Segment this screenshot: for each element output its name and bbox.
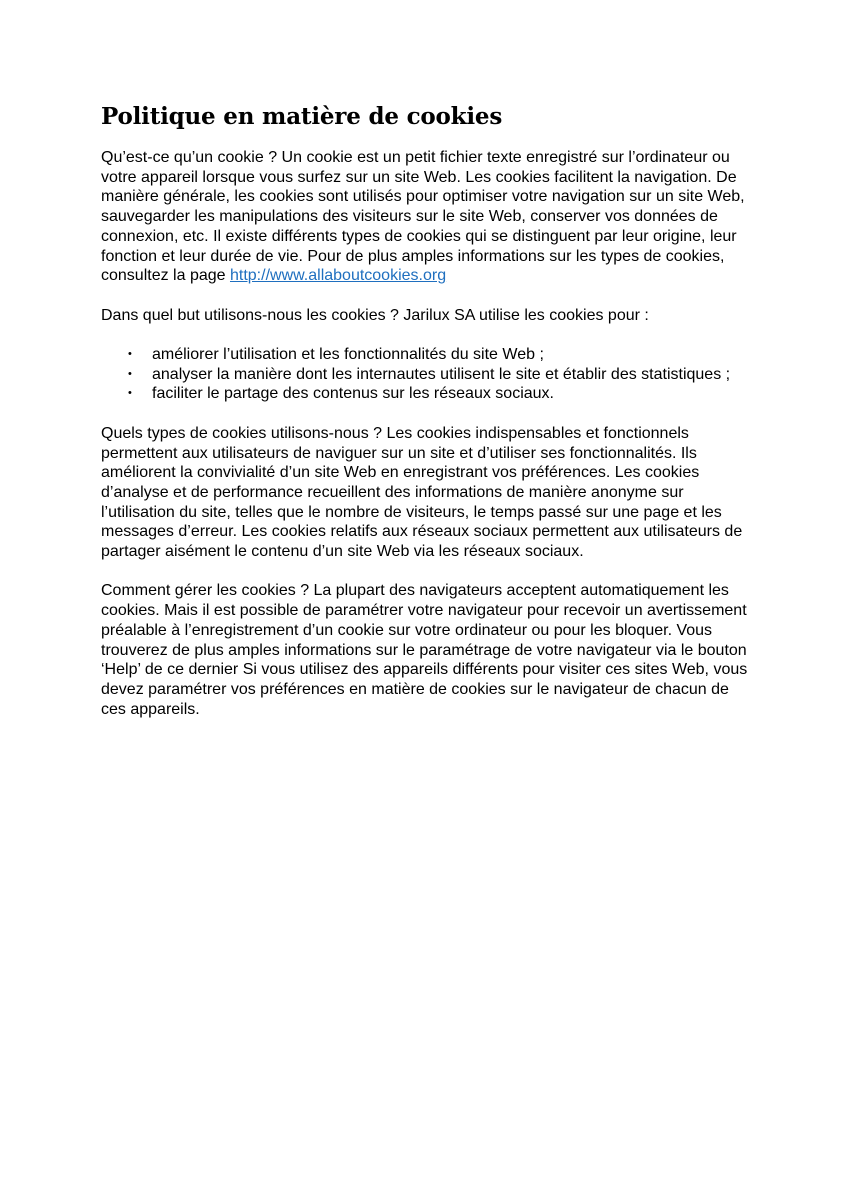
page-title: Politique en matière de cookies bbox=[101, 103, 503, 130]
list-item bbox=[101, 384, 751, 404]
paragraph-cookie-types: Quels types de cookies utilisons-nous ? Les cookies indispensables et fonctionnels permettent aux utilisateurs de naviguer sur un site et d’utiliser ses fonctionnalités. Ils améliorent la convivialité d’un site Web en enregistrant vos préférences. Les cookies d’analyse et de performance recueillent des informations de manière anonyme sur l’utilisation du site, telles que le nombre de visiteurs, le temps passé sur une page et les messages d’erreur. Les cookies relatifs aux réseaux sociaux permettent aux utilisateurs de partager aisément le contenu d’un site Web via les réseaux sociaux. bbox=[101, 424, 743, 561]
purpose-list bbox=[101, 345, 751, 404]
paragraph-purpose: Dans quel but utilisons-nous les cookies ? Jarilux SA utilise les cookies pour : bbox=[101, 306, 649, 324]
list-item bbox=[101, 345, 751, 365]
document-body bbox=[101, 100, 751, 719]
paragraph-spacer bbox=[101, 562, 751, 582]
allaboutcookies-link[interactable]: http://www.allaboutcookies.org bbox=[229, 267, 447, 285]
paragraph-spacer bbox=[101, 404, 751, 424]
list-item-text: faciliter le partage des contenus sur les réseaux sociaux. bbox=[152, 385, 554, 403]
paragraph-manage-cookies: Comment gérer les cookies ? La plupart des navigateurs acceptent automatiquement les cookies. Mais il est possible de paramétrer votre navigateur pour recevoir un avertissement préalable à l’enregistrement d’un cookie sur votre ordinateur ou pour les bloquer. Vous trouverez de plus amples informations sur le paramétrage de votre navigateur via le bouton ‘Help’ de ce dernier Si vous utilisez des appareils différents pour visiter ces sites Web, vous devez paramétrer vos préférences en matière de cookies sur le navigateur de chacun de ces appareils. bbox=[101, 582, 748, 718]
paragraph-text: Qu’est-ce qu’un cookie ? Un cookie est un petit fichier texte enregistré sur l’ordinateur ou votre appareil lorsque vous surfez sur un site Web. Les cookies facilitent la navigation. De manière générale, les cookies sont utilisés pour optimiser votre navigation sur un site Web, sauvegarder les manipulations des visiteurs sur le site Web, conserver vos données de connexion, etc. Il existe différents types de cookies qui se distinguent par leur origine, leur fonction et leur durée de vie. Pour de plus amples informations sur les types de cookies, consultez la page bbox=[101, 149, 745, 285]
list-item bbox=[101, 365, 751, 385]
paragraph-spacer bbox=[101, 325, 751, 345]
paragraph-what-is-cookie bbox=[101, 148, 751, 286]
paragraph-spacer bbox=[101, 286, 751, 306]
list-item-text: améliorer l’utilisation et les fonctionnalités du site Web ; bbox=[152, 346, 544, 363]
list-item-text: analyser la manière dont les internautes utilisent le site et établir des statistiques ; bbox=[152, 365, 731, 383]
bullet-icon: • bbox=[128, 387, 132, 400]
bullet-icon: • bbox=[128, 348, 132, 360]
bullet-icon: • bbox=[128, 367, 132, 380]
